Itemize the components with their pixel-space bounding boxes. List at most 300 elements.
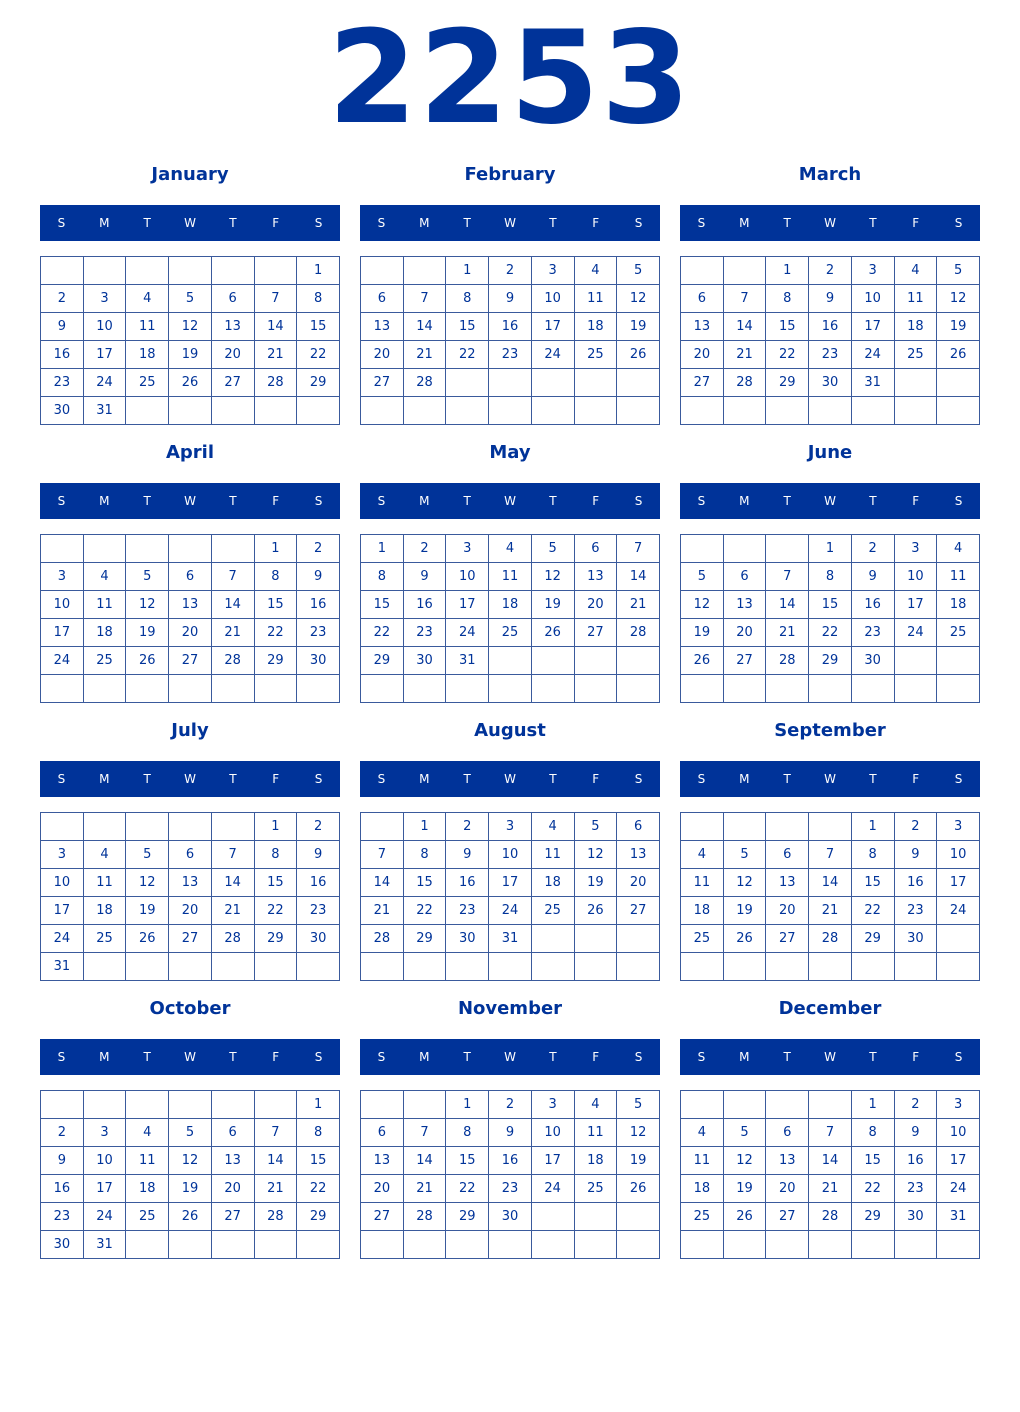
weekday-label: T [869,772,877,786]
day-cell: 4 [489,535,532,563]
day-cell: 23 [894,1175,937,1203]
day-cell: 10 [531,285,574,313]
day-cell: 6 [169,563,212,591]
empty-cell [809,953,852,981]
day-cell: 28 [254,369,297,397]
month-title: October [149,998,231,1019]
empty-cell [531,647,574,675]
empty-cell [851,953,894,981]
day-cell: 22 [851,897,894,925]
weekday-label: S [314,494,323,508]
day-cell: 6 [681,285,724,313]
day-cell: 24 [531,1175,574,1203]
empty-cell [723,675,766,703]
day-cell: 17 [83,1175,126,1203]
empty-cell [531,953,574,981]
day-cell: 15 [361,591,404,619]
day-cell: 9 [894,841,937,869]
day-cell: 21 [211,897,254,925]
day-cell: 27 [361,369,404,397]
day-cell: 28 [403,369,446,397]
weekday-label: M [419,494,430,508]
empty-cell [361,675,404,703]
weekday-header [680,483,980,519]
day-cell: 7 [617,535,660,563]
weekday-label: S [634,216,643,230]
empty-cell [126,1091,169,1119]
weekday-label: S [954,216,963,230]
day-cell: 3 [83,285,126,313]
day-cell: 15 [766,313,809,341]
day-cell: 14 [361,869,404,897]
empty-cell [766,1231,809,1259]
day-cell: 4 [126,285,169,313]
empty-cell [574,1231,617,1259]
day-cell: 11 [126,313,169,341]
empty-cell [403,675,446,703]
empty-cell [169,535,212,563]
weekday-label: S [377,772,386,786]
day-cell: 10 [83,313,126,341]
weekday-label: S [954,494,963,508]
day-cell: 14 [254,1147,297,1175]
day-cell: 11 [894,285,937,313]
day-cell: 29 [254,647,297,675]
day-cell: 28 [211,647,254,675]
weekday-header [680,761,980,797]
day-cell: 2 [403,535,446,563]
empty-cell [83,953,126,981]
day-cell: 30 [41,1231,84,1259]
day-cell: 11 [937,563,980,591]
day-cell: 15 [297,1147,340,1175]
day-cell: 9 [297,841,340,869]
empty-cell [681,535,724,563]
day-cell: 20 [211,341,254,369]
empty-cell [809,1231,852,1259]
day-cell: 5 [723,841,766,869]
day-cell: 1 [361,535,404,563]
empty-cell [83,813,126,841]
day-cell: 29 [297,369,340,397]
empty-cell [361,953,404,981]
day-cell: 13 [574,563,617,591]
day-cell: 18 [574,313,617,341]
empty-cell [617,397,660,425]
day-cell: 11 [574,1119,617,1147]
day-cell: 21 [254,341,297,369]
empty-cell [937,1231,980,1259]
day-cell: 1 [851,1091,894,1119]
empty-cell [766,953,809,981]
empty-cell [723,1231,766,1259]
day-cell: 7 [361,841,404,869]
day-cell: 14 [211,591,254,619]
day-cell: 28 [809,925,852,953]
day-cell: 17 [851,313,894,341]
empty-cell [211,675,254,703]
day-cell: 25 [126,1203,169,1231]
weekday-label: W [824,216,836,230]
weekday-label: T [783,216,791,230]
weekday-label: W [184,216,196,230]
day-cell: 11 [83,591,126,619]
day-cell: 22 [809,619,852,647]
day-cell: 6 [766,1119,809,1147]
year-title: 2253 [327,4,693,153]
day-cell: 24 [894,619,937,647]
day-cell: 27 [211,1203,254,1231]
day-cell: 17 [489,869,532,897]
empty-cell [894,647,937,675]
day-cell: 5 [574,813,617,841]
day-cell: 1 [809,535,852,563]
day-cell: 8 [297,1119,340,1147]
weekday-label: T [783,772,791,786]
day-cell: 20 [681,341,724,369]
empty-cell [446,1231,489,1259]
day-cell: 17 [937,1147,980,1175]
weekday-label: S [634,1050,643,1064]
empty-cell [617,647,660,675]
day-cell: 11 [489,563,532,591]
day-cell: 13 [361,313,404,341]
empty-cell [489,369,532,397]
month-title: August [474,720,546,741]
day-cell: 22 [446,1175,489,1203]
day-cell: 8 [361,563,404,591]
weekday-label: T [143,494,151,508]
weekday-label: S [57,216,66,230]
empty-cell [403,1091,446,1119]
day-cell: 6 [361,285,404,313]
empty-cell [446,369,489,397]
day-cell: 8 [297,285,340,313]
empty-cell [361,1091,404,1119]
day-cell: 30 [297,925,340,953]
empty-cell [254,1091,297,1119]
day-cell: 9 [41,313,84,341]
empty-cell [894,397,937,425]
empty-cell [403,953,446,981]
day-cell: 7 [723,285,766,313]
day-cell: 10 [446,563,489,591]
day-cell: 23 [41,369,84,397]
day-cell: 3 [531,257,574,285]
day-cell: 14 [809,1147,852,1175]
empty-cell [723,953,766,981]
day-cell: 16 [489,313,532,341]
weekday-label: T [463,772,471,786]
day-cell: 12 [169,313,212,341]
weekday-label: T [229,1050,237,1064]
day-cell: 16 [41,341,84,369]
empty-cell [617,953,660,981]
day-cell: 5 [169,285,212,313]
day-cell: 24 [851,341,894,369]
empty-cell [809,1091,852,1119]
day-cell: 15 [254,591,297,619]
day-cell: 22 [361,619,404,647]
day-cell: 6 [361,1119,404,1147]
day-cell: 3 [446,535,489,563]
day-cell: 3 [531,1091,574,1119]
day-cell: 26 [937,341,980,369]
day-cell: 2 [297,535,340,563]
empty-cell [361,257,404,285]
empty-cell [681,813,724,841]
day-cell: 10 [851,285,894,313]
day-cell: 19 [169,1175,212,1203]
weekday-label: S [314,772,323,786]
day-cell: 18 [681,897,724,925]
day-cell: 30 [894,1203,937,1231]
empty-cell [617,925,660,953]
day-cell: 27 [723,647,766,675]
day-cell: 10 [83,1147,126,1175]
empty-cell [723,535,766,563]
day-cell: 2 [894,1091,937,1119]
empty-cell [617,1231,660,1259]
day-cell: 23 [489,341,532,369]
empty-cell [254,397,297,425]
empty-cell [361,813,404,841]
day-cell: 16 [446,869,489,897]
weekday-label: M [99,1050,110,1064]
month-title: May [489,442,531,463]
day-cell: 3 [937,813,980,841]
weekday-label: T [143,772,151,786]
empty-cell [723,397,766,425]
day-cell: 2 [809,257,852,285]
day-cell: 26 [169,1203,212,1231]
day-cell: 12 [169,1147,212,1175]
day-cell: 28 [617,619,660,647]
empty-cell [894,675,937,703]
day-cell: 21 [211,619,254,647]
day-cell: 2 [894,813,937,841]
month-title: December [778,998,882,1019]
day-cell: 3 [489,813,532,841]
month-title: March [798,164,862,185]
day-cell: 22 [254,619,297,647]
weekday-label: W [504,1050,516,1064]
day-cell: 6 [617,813,660,841]
day-cell: 30 [446,925,489,953]
day-cell: 28 [766,647,809,675]
weekday-label: T [783,1050,791,1064]
empty-cell [851,675,894,703]
day-cell: 19 [617,313,660,341]
day-cell: 22 [403,897,446,925]
day-grid [360,1090,660,1259]
day-cell: 5 [617,1091,660,1119]
day-cell: 27 [766,925,809,953]
day-cell: 21 [766,619,809,647]
day-cell: 20 [766,897,809,925]
day-cell: 1 [766,257,809,285]
day-cell: 13 [723,591,766,619]
day-cell: 5 [617,257,660,285]
month-title: April [165,442,215,463]
day-cell: 28 [254,1203,297,1231]
weekday-label: S [954,772,963,786]
weekday-label: S [697,494,706,508]
weekday-label: T [783,494,791,508]
day-cell: 30 [851,647,894,675]
day-cell: 12 [723,1147,766,1175]
weekday-label: F [912,216,920,230]
day-cell: 7 [254,1119,297,1147]
day-cell: 19 [723,897,766,925]
empty-cell [617,1203,660,1231]
day-cell: 8 [809,563,852,591]
day-cell: 16 [809,313,852,341]
empty-cell [41,1091,84,1119]
day-cell: 26 [169,369,212,397]
empty-cell [169,1231,212,1259]
day-cell: 13 [211,313,254,341]
day-cell: 7 [211,841,254,869]
day-cell: 8 [446,285,489,313]
empty-cell [851,397,894,425]
day-cell: 24 [489,897,532,925]
day-cell: 5 [169,1119,212,1147]
day-cell: 1 [851,813,894,841]
weekday-label: F [592,216,600,230]
day-cell: 11 [531,841,574,869]
empty-cell [297,1231,340,1259]
weekday-label: S [634,772,643,786]
day-cell: 8 [254,841,297,869]
day-cell: 16 [489,1147,532,1175]
weekday-header [360,483,660,519]
day-cell: 23 [297,897,340,925]
weekday-label: S [697,1050,706,1064]
day-cell: 15 [254,869,297,897]
day-cell: 2 [489,257,532,285]
empty-cell [766,397,809,425]
day-cell: 21 [361,897,404,925]
weekday-label: T [229,216,237,230]
day-cell: 4 [531,813,574,841]
empty-cell [531,925,574,953]
day-cell: 12 [126,591,169,619]
weekday-label: W [184,494,196,508]
day-grid [680,256,980,425]
empty-cell [574,675,617,703]
day-cell: 14 [254,313,297,341]
day-cell: 30 [809,369,852,397]
day-cell: 31 [446,647,489,675]
day-cell: 17 [41,619,84,647]
day-cell: 30 [489,1203,532,1231]
day-cell: 15 [446,1147,489,1175]
day-cell: 26 [723,925,766,953]
day-cell: 26 [574,897,617,925]
day-cell: 9 [446,841,489,869]
weekday-label: S [377,494,386,508]
empty-cell [169,675,212,703]
empty-cell [723,1091,766,1119]
day-cell: 25 [126,369,169,397]
day-grid [40,256,340,425]
day-cell: 10 [489,841,532,869]
weekday-label: S [314,1050,323,1064]
empty-cell [681,257,724,285]
weekday-label: F [272,1050,280,1064]
day-cell: 31 [489,925,532,953]
day-cell: 25 [574,1175,617,1203]
day-cell: 1 [254,535,297,563]
day-cell: 14 [723,313,766,341]
empty-cell [126,813,169,841]
day-cell: 22 [254,897,297,925]
day-cell: 22 [766,341,809,369]
day-cell: 2 [446,813,489,841]
day-cell: 20 [169,619,212,647]
empty-cell [937,647,980,675]
day-cell: 21 [809,897,852,925]
weekday-header [40,1039,340,1075]
day-cell: 27 [766,1203,809,1231]
day-cell: 16 [41,1175,84,1203]
day-cell: 18 [83,897,126,925]
day-cell: 31 [937,1203,980,1231]
day-cell: 6 [211,1119,254,1147]
day-cell: 21 [617,591,660,619]
day-cell: 28 [809,1203,852,1231]
day-cell: 9 [297,563,340,591]
empty-cell [574,953,617,981]
day-cell: 7 [766,563,809,591]
empty-cell [574,1203,617,1231]
day-cell: 10 [937,841,980,869]
day-cell: 23 [894,897,937,925]
day-cell: 17 [446,591,489,619]
day-cell: 28 [723,369,766,397]
day-cell: 25 [574,341,617,369]
empty-cell [211,1091,254,1119]
empty-cell [723,257,766,285]
empty-cell [617,369,660,397]
empty-cell [403,397,446,425]
empty-cell [254,1231,297,1259]
day-cell: 27 [574,619,617,647]
day-cell: 25 [681,1203,724,1231]
day-cell: 5 [937,257,980,285]
day-cell: 14 [617,563,660,591]
day-cell: 3 [894,535,937,563]
day-cell: 29 [809,647,852,675]
day-cell: 31 [83,1231,126,1259]
day-cell: 9 [489,1119,532,1147]
empty-cell [809,675,852,703]
day-cell: 13 [617,841,660,869]
day-cell: 28 [361,925,404,953]
day-cell: 11 [681,1147,724,1175]
empty-cell [297,953,340,981]
day-cell: 14 [211,869,254,897]
empty-cell [126,1231,169,1259]
day-cell: 13 [169,591,212,619]
weekday-label: F [272,494,280,508]
empty-cell [41,813,84,841]
day-cell: 24 [41,647,84,675]
day-cell: 21 [254,1175,297,1203]
day-cell: 18 [531,869,574,897]
weekday-label: W [184,772,196,786]
